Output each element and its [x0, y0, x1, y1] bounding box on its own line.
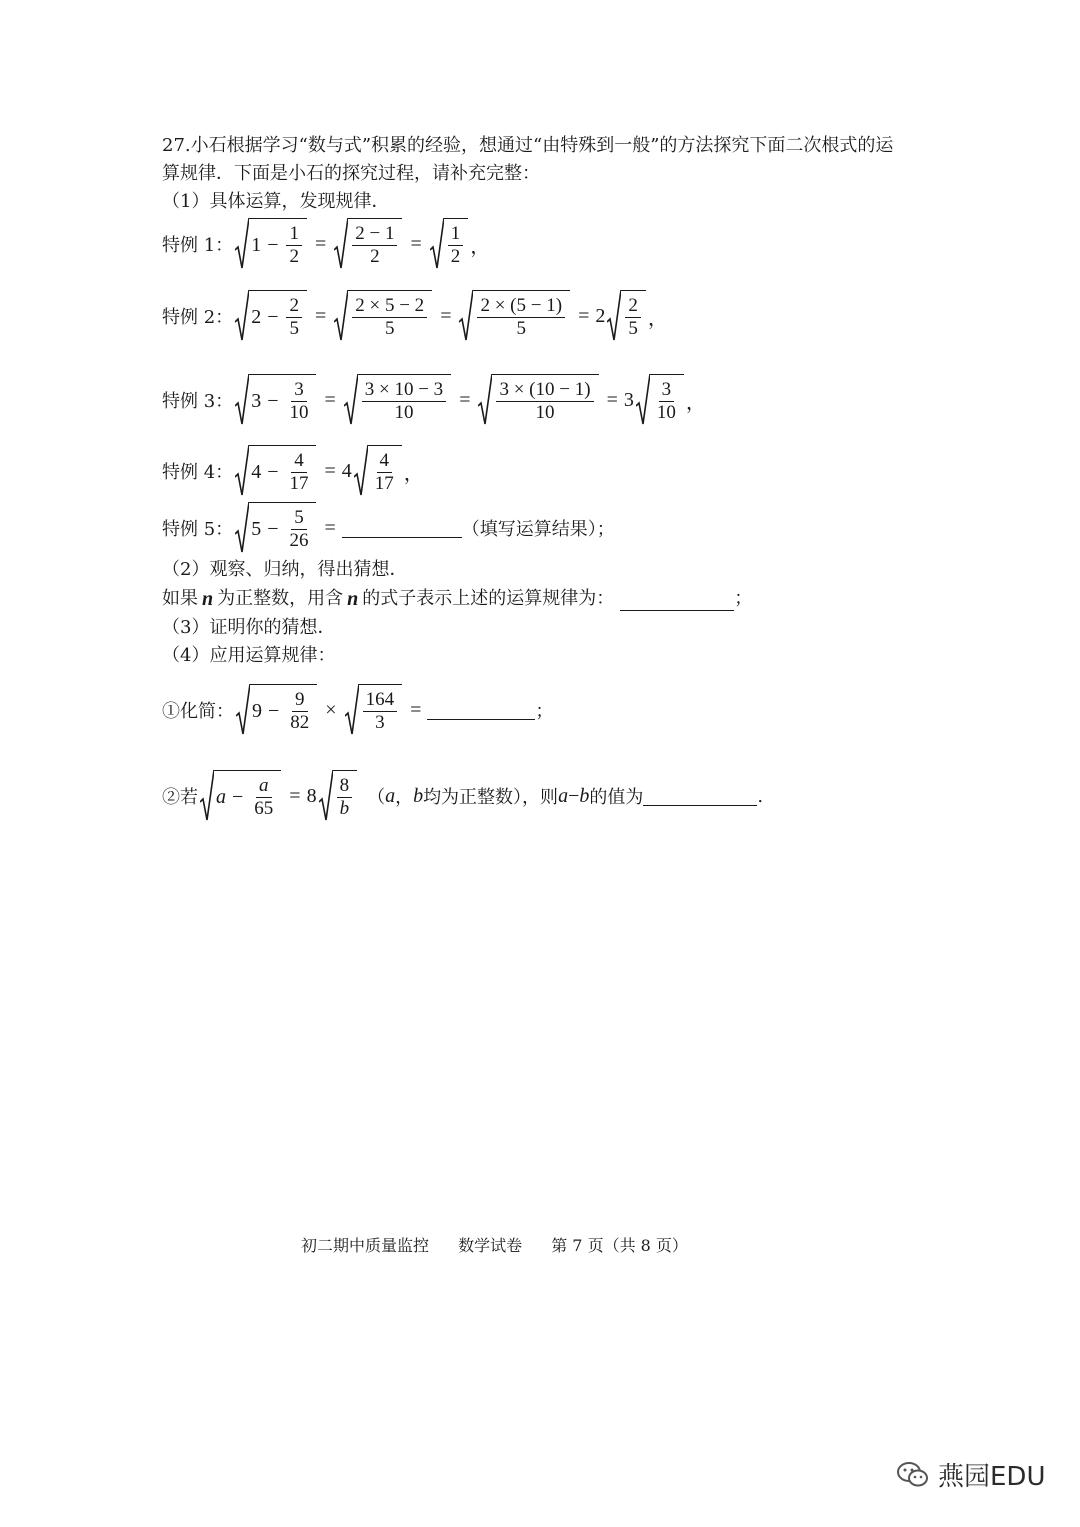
radical-sign-icon: [607, 290, 621, 342]
radical: [478, 374, 598, 426]
radical-sign-icon: [459, 290, 473, 342]
answer-blank-a-minus-b[interactable]: [643, 787, 757, 806]
radical-sign-icon: [235, 502, 249, 554]
answer-blank-example-5[interactable]: [342, 519, 462, 538]
radical-sign-icon: [334, 218, 348, 270]
radical-sign-icon: [478, 374, 492, 426]
application-2: ②若 a − $\frac{a}{65}$ = 8 $\frac{8}{b}$ （ a ， b 均为正整数），则 a − b 的值为 .: [162, 770, 763, 822]
radical-sign-icon: [235, 290, 249, 342]
fraction: $\frac{a}{65}$: [254, 775, 274, 819]
radical-sign-icon: [200, 770, 214, 822]
page-footer: [301, 1235, 712, 1257]
part2-heading: （2）观察、归纳，得出猜想．: [162, 559, 408, 580]
radical-sign-icon: [334, 290, 348, 342]
fraction: $\frac{1}{2}$: [286, 223, 302, 268]
radical-sign-icon: [236, 684, 250, 736]
radical-sign-icon: [235, 445, 249, 497]
footer-page: 第 7 页（共 8 页）: [551, 1236, 688, 1255]
application-1-label: ①化简：: [162, 701, 234, 722]
example-3-label: 特例 3：: [162, 391, 234, 412]
radical: [607, 290, 646, 342]
fraction: $\frac{8}{b}$: [337, 775, 353, 820]
fraction: $\frac{2 \times 5 - 2}{5}$: [352, 295, 427, 340]
fraction: $\frac{2 \times (5 - 1)}{5}$: [477, 295, 565, 340]
part4-heading: （4）应用运算规律：: [162, 645, 336, 666]
radical-sign-icon: [235, 218, 249, 270]
fraction: $\frac{3}{10}$: [289, 379, 309, 423]
example-2: 特例 2： 2 − $\frac{2}{5}$ = $\frac{2 \times 5 - 2}{5}$ = $\frac{2 \times (5 - 1)}{5}$ = 2 $\frac{2}{5}$ ，: [162, 290, 668, 342]
fraction: $\frac{3 \times (10 - 1)}{10}$: [496, 379, 593, 424]
radical: 4 − $\frac{4}{17}$: [235, 445, 316, 497]
radical: [334, 218, 402, 270]
radical-sign-icon: [235, 374, 249, 426]
radical: 3 − $\frac{3}{10}$: [235, 374, 316, 426]
radical: [354, 445, 402, 497]
fraction: $\frac{3}{10}$: [656, 379, 676, 423]
radical-sign-icon: [430, 218, 444, 270]
watermark: [896, 1456, 1045, 1493]
intro-line-1: 27.小石根据学习“数与式”积累的经验，想通过“由特殊到一般”的方法探究下面二次根式的运: [162, 135, 894, 156]
fraction: $\frac{4}{17}$: [289, 450, 309, 494]
radical-sign-icon: [636, 374, 650, 426]
part1-heading: （1）具体运算，发现规律．: [162, 191, 390, 212]
fraction: $\frac{2}{5}$: [286, 295, 302, 340]
radical-sign-icon: [345, 684, 359, 736]
fraction: $\frac{5}{26}$: [289, 507, 309, 551]
radical-sign-icon: [354, 445, 368, 497]
answer-blank-simplify[interactable]: [427, 701, 535, 720]
radical: 9 − $\frac{9}{82}$: [236, 684, 317, 736]
radical-sign-icon: [319, 770, 333, 822]
part2-question: 如果 n 为正整数，用含 n 的式子表示上述的运算规律为： ；: [162, 588, 753, 610]
example-1-label: 特例 1：: [162, 235, 234, 256]
fraction: $\frac{2}{5}$: [625, 295, 641, 340]
fraction: $\frac{164}{3}$: [363, 689, 398, 734]
radical: [345, 684, 403, 736]
example-4-label: 特例 4：: [162, 462, 234, 483]
radical: [344, 374, 451, 426]
watermark-text: 燕园EDU: [938, 1462, 1046, 1492]
radical: 2 − $\frac{2}{5}$: [235, 290, 307, 342]
application-1: ①化简： 9 − $\frac{9}{82}$ × $\frac{164}{3}$ = ；: [162, 684, 553, 736]
fraction: $\frac{9}{82}$: [290, 689, 310, 733]
example-5: 特例 5： 5 − $\frac{5}{26}$ = （填写运算结果）；: [162, 502, 615, 554]
fraction: $\frac{3 \times 10 - 3}{10}$: [362, 379, 446, 424]
example-5-label: 特例 5：: [162, 519, 234, 540]
radical: 5 − $\frac{5}{26}$: [235, 502, 316, 554]
radical: [636, 374, 684, 426]
example-2-label: 特例 2：: [162, 307, 234, 328]
example-5-note: （填写运算结果）；: [461, 519, 615, 540]
footer-subject: 数学试卷: [458, 1236, 523, 1255]
intro-line-2: 算规律．下面是小石的探究过程，请补充完整：: [162, 163, 540, 184]
fraction: $\frac{1}{2}$: [448, 223, 464, 268]
application-2-label: ②若: [162, 787, 198, 808]
example-1: 特例 1： 1 − $\frac{1}{2}$ = $\frac{2 - 1}{2}$ = $\frac{1}{2}$ ，: [162, 218, 490, 270]
example-3: 特例 3： 3 − $\frac{3}{10}$ = $\frac{3 \times 10 - 3}{10}$ = $\frac{3 \times (10 - 1)}{10}$ = 3 $\frac{3}{10}$ ，: [162, 374, 706, 426]
wechat-icon: [896, 1460, 930, 1490]
example-4: 特例 4： 4 − $\frac{4}{17}$ = 4 $\frac{4}{17}$ ，: [162, 445, 424, 497]
footer-exam: 初二期中质量监控: [301, 1236, 430, 1255]
part3-heading: （3）证明你的猜想．: [162, 617, 336, 638]
fraction: $\frac{2 - 1}{2}$: [352, 223, 397, 268]
fraction: $\frac{4}{17}$: [374, 450, 394, 494]
radical-sign-icon: [344, 374, 358, 426]
radical: [319, 770, 358, 822]
radical: [459, 290, 570, 342]
radical: a − $\frac{a}{65}$: [200, 770, 281, 822]
answer-blank-conjecture[interactable]: [620, 592, 734, 611]
radical: [430, 218, 469, 270]
radical: [334, 290, 432, 342]
radical: 1 − $\frac{1}{2}$: [235, 218, 307, 270]
